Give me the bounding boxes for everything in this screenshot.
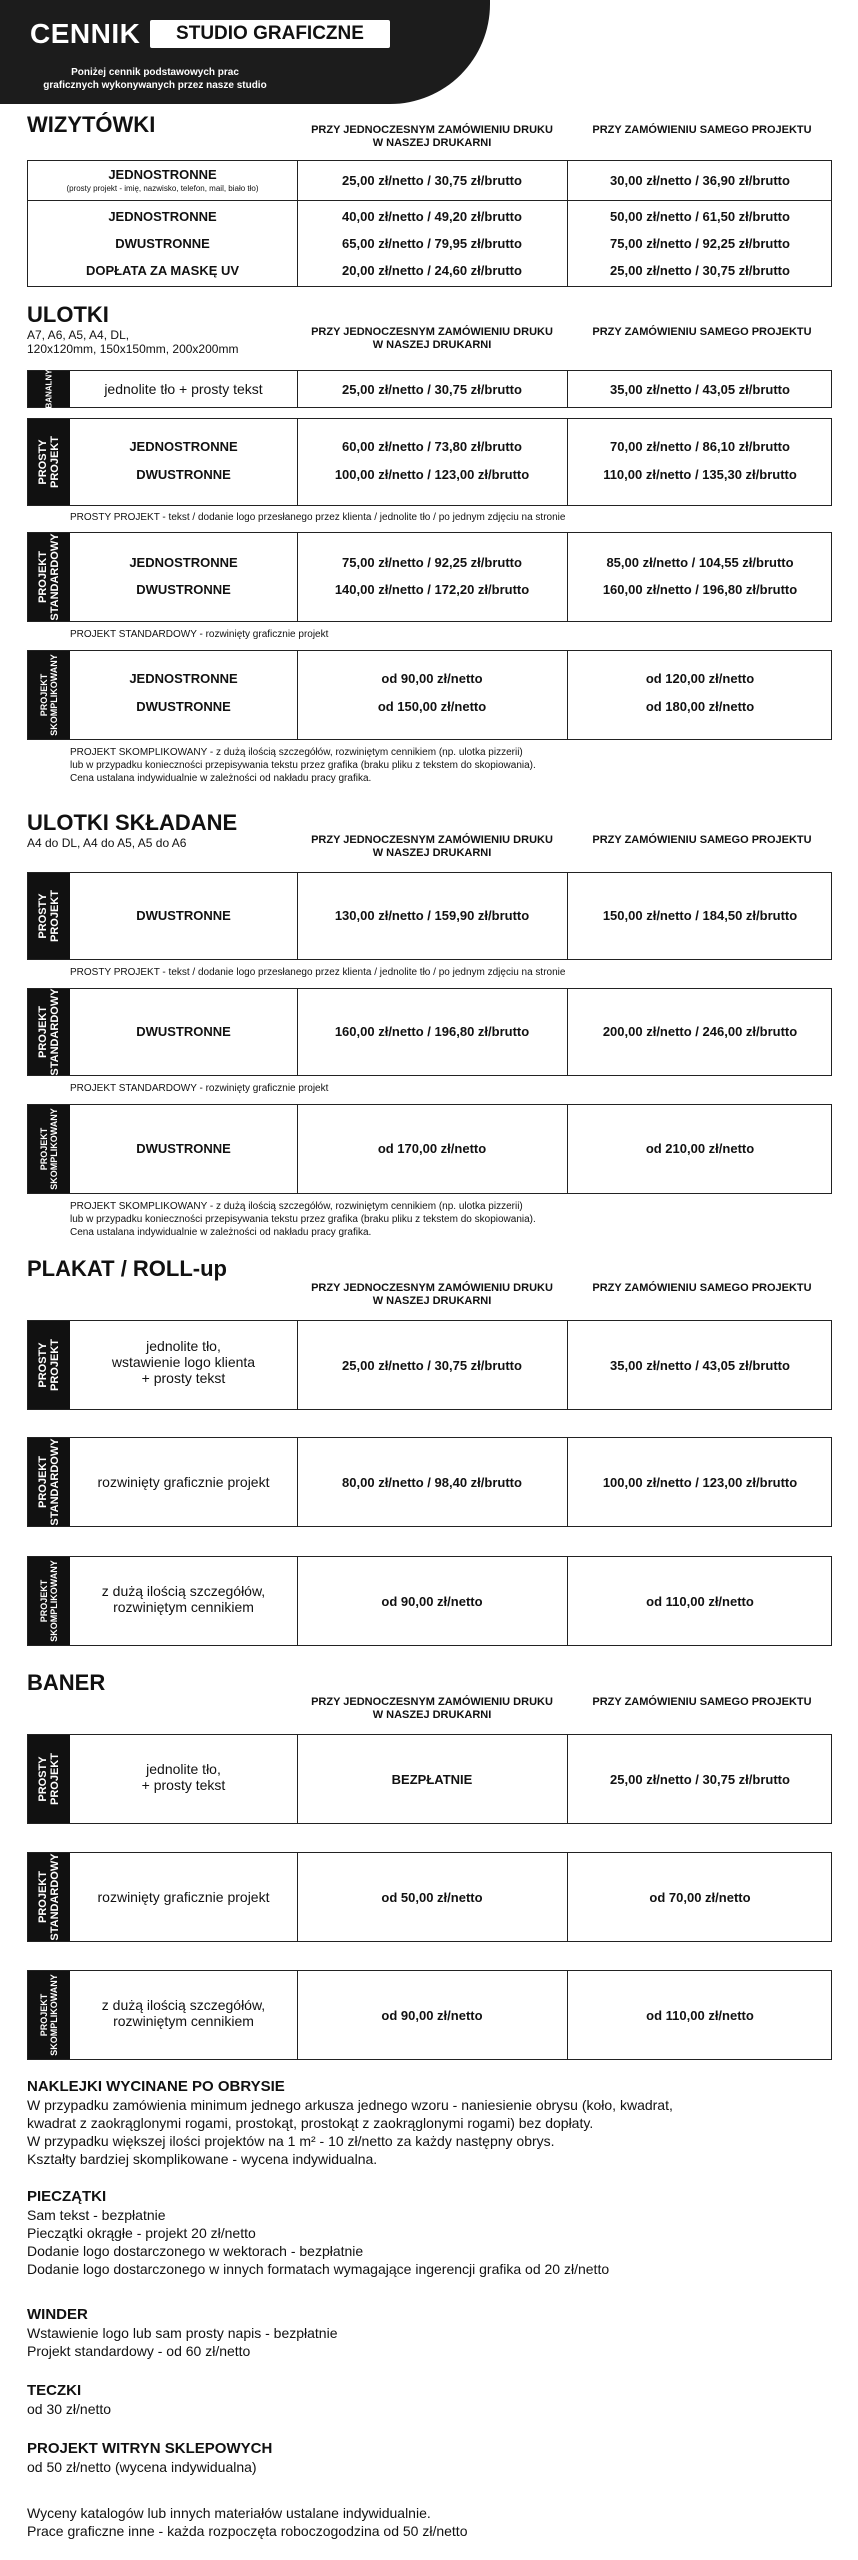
text-line: W przypadku zamówienia minimum jednego arkusza jednego wzoru - naniesienie obrysu (koło, kwadrat, xyxy=(27,2097,673,2113)
column-header-project: PRZY ZAMÓWIENIU SAMEGO PROJEKTU xyxy=(592,1696,812,1708)
tag-projekt-skomplikowany xyxy=(28,1105,70,1193)
price-print: 130,00 zł/netto / 159,90 zł/brutto xyxy=(334,908,530,923)
column-header-project: PRZY ZAMÓWIENIU SAMEGO PROJEKTU xyxy=(592,124,812,136)
column-header-print xyxy=(297,326,567,352)
price-row-ulotki-standard xyxy=(27,532,832,622)
price-print: 80,00 zł/netto / 98,40 zł/brutto xyxy=(342,1475,522,1490)
studio-badge: STUDIO GRAFICZNE xyxy=(150,20,390,48)
section-title-ulotki-skladane: ULOTKI SKŁADANE xyxy=(27,810,238,835)
label-line: rozwiniętym cennikiem xyxy=(113,1599,254,1615)
row-label: DWUSTRONNE xyxy=(136,467,231,482)
text-line: Pieczątki okrągłe - projekt 20 zł/netto xyxy=(27,2225,256,2241)
tag-projekt-skomplikowany xyxy=(28,1971,70,2059)
page-header xyxy=(0,0,490,104)
tag-projekt-standardowy xyxy=(28,533,70,621)
tag-text: PROSTY PROJEKT xyxy=(37,436,61,488)
text-line: Projekt standardowy - od 60 zł/netto xyxy=(27,2343,251,2359)
price-print: 25,00 zł/netto / 30,75 zł/brutto xyxy=(342,1358,522,1373)
price-block-wizytowki xyxy=(27,201,832,287)
note-line: Cena ustalana indywidualnie w zależności od nakładu pracy grafika. xyxy=(70,1227,372,1238)
colhead-line: W NASZEJ DRUKARNI xyxy=(372,1709,492,1721)
text-line: Wyceny katalogów lub innych materiałów ustalane indywidualnie. xyxy=(27,2505,431,2521)
section-heading: TECZKI xyxy=(27,2382,82,2399)
note-standard: PROJEKT STANDARDOWY - rozwinięty graficznie projekt xyxy=(70,1083,329,1094)
column-header-print xyxy=(297,124,567,150)
price-print: 75,00 zł/netto / 92,25 zł/brutto xyxy=(342,555,522,570)
tag-projekt-standardowy xyxy=(28,1853,70,1941)
price-project: 35,00 zł/netto / 43,05 zł/brutto xyxy=(610,382,790,397)
price-project: 200,00 zł/netto / 246,00 zł/brutto xyxy=(602,1024,798,1039)
note-line: PROJEKT SKOMPLIKOWANY - z dużą ilością szczegółów, rozwiniętym cennikiem (np. ulotka pizzerii) xyxy=(70,747,523,758)
tag-prosty-projekt xyxy=(28,419,70,505)
note-line: lub w przypadku konieczności przepisywania tekstu przez grafika (braku pliku z tekstem do skopiowania). xyxy=(70,760,536,771)
tag-text: PROJEKT STANDARDOWY xyxy=(37,1853,61,1941)
row-label: DWUSTRONNE xyxy=(115,236,210,251)
section-heading: PIECZĄTKI xyxy=(27,2188,107,2205)
row-label xyxy=(70,1338,297,1386)
header-description xyxy=(30,66,280,92)
column-header-project: PRZY ZAMÓWIENIU SAMEGO PROJEKTU xyxy=(592,834,812,846)
note-skompl xyxy=(70,746,536,785)
section-subtitle: A4 do DL, A4 do A5, A5 do A6 xyxy=(27,836,187,850)
row-label: DWUSTRONNE xyxy=(136,1024,231,1039)
price-row-skladane-standard xyxy=(27,988,832,1076)
row-label: jednolite tło + prosty tekst xyxy=(104,381,263,397)
price-project: od 210,00 zł/netto xyxy=(645,1141,755,1156)
text-line: W przypadku większej ilości projektów na 1 m² - 10 zł/netto za każdy następny obrys. xyxy=(27,2133,555,2149)
price-print: 100,00 zł/netto / 123,00 zł/brutto xyxy=(334,467,530,482)
price-print: od 90,00 zł/netto xyxy=(381,2008,483,2023)
price-project: od 70,00 zł/netto xyxy=(649,1890,751,1905)
row-label: JEDNOSTRONNE xyxy=(108,209,217,224)
section-title-plakat: PLAKAT / ROLL-up xyxy=(27,1256,227,1281)
section-witryny xyxy=(27,2440,827,2476)
colhead-line: W NASZEJ DRUKARNI xyxy=(372,137,492,149)
note-line: PROJEKT SKOMPLIKOWANY - z dużą ilością szczegółów, rozwiniętym cennikiem (np. ulotka pizzerii) xyxy=(70,1201,523,1212)
tag-text: PROJEKT STANDARDOWY xyxy=(37,533,61,621)
tag-text: PROSTY PROJEKT xyxy=(37,1339,61,1391)
tag-prosty-projekt xyxy=(28,873,70,959)
note-line: Cena ustalana indywidualnie w zależności od nakładu pracy grafika. xyxy=(70,773,372,784)
section-pieczatki xyxy=(27,2188,827,2278)
tag-text: BANALNY xyxy=(44,369,54,409)
section-winder xyxy=(27,2306,827,2360)
tag-projekt-standardowy xyxy=(28,1438,70,1526)
price-row-wizytowki-simple xyxy=(27,160,832,201)
price-row-plakat-prosty xyxy=(27,1320,832,1410)
row-label: DWUSTRONNE xyxy=(136,582,231,597)
row-label: JEDNOSTRONNE xyxy=(129,555,238,570)
header-desc-line: Poniżej cennik podstawowych prac xyxy=(71,67,239,78)
price-project: od 110,00 zł/netto xyxy=(646,2008,754,2023)
price-print: od 170,00 zł/netto xyxy=(377,1141,487,1156)
price-project: 160,00 zł/netto / 196,80 zł/brutto xyxy=(602,582,798,597)
price-row-baner-skompl xyxy=(27,1970,832,2060)
row-label: DWUSTRONNE xyxy=(136,699,231,714)
colhead-line: PRZY JEDNOCZESNYM ZAMÓWIENIU DRUKU xyxy=(311,124,553,136)
price-print: 25,00 zł/netto / 30,75 zł/brutto xyxy=(342,382,522,397)
price-project: 110,00 zł/netto / 135,30 zł/brutto xyxy=(603,467,797,482)
section-heading: PROJEKT WITRYN SKLEPOWYCH xyxy=(27,2440,273,2457)
note-skompl xyxy=(70,1200,536,1239)
section-heading: WINDER xyxy=(27,2306,88,2323)
subtitle-line: A7, A6, A5, A4, DL, xyxy=(27,328,130,342)
column-header-print xyxy=(297,1282,567,1308)
price-print: od 150,00 zł/netto xyxy=(377,699,487,714)
label-line: z dużą ilością szczegółów, xyxy=(101,1583,266,1599)
text-line: Kształty bardziej skomplikowane - wycena indywidualna. xyxy=(27,2151,378,2167)
header-desc-line: graficznych wykonywanych przez nasze studio xyxy=(43,80,267,91)
price-print: 60,00 zł/netto / 73,80 zł/brutto xyxy=(342,439,522,454)
note-line: lub w przypadku konieczności przepisywania tekstu przez grafika (braku pliku z tekstem do skopiowania). xyxy=(70,1214,536,1225)
price-project: od 110,00 zł/netto xyxy=(646,1594,754,1609)
tag-text: PROJEKT SKOMPLIKOWANY xyxy=(39,1974,59,2056)
price-print: od 50,00 zł/netto xyxy=(381,1890,483,1905)
price-print: BEZPŁATNIE xyxy=(391,1772,473,1787)
tag-projekt-skomplikowany xyxy=(28,1557,70,1645)
text-line: Dodanie logo dostarczonego w wektorach - bezpłatnie xyxy=(27,2243,364,2259)
text-line: kwadrat z zaokrąglonymi rogami, prostokąt, prostokąt z zaokrąglonymi rogami) bez dopłaty. xyxy=(27,2115,594,2131)
row-label: JEDNOSTRONNE xyxy=(129,671,238,686)
price-project: 25,00 zł/netto / 30,75 zł/brutto xyxy=(610,263,790,278)
price-row-skladane-skompl xyxy=(27,1104,832,1194)
column-header-print xyxy=(297,1696,567,1722)
row-label xyxy=(70,1997,297,2029)
row-sublabel: (prosty projekt - imię, nazwisko, telefon, mail, biało tło) xyxy=(66,184,259,193)
price-row-plakat-skompl xyxy=(27,1556,832,1646)
section-heading: NAKLEJKI WYCINANE PO OBRYSIE xyxy=(27,2078,285,2095)
price-project: od 180,00 zł/netto xyxy=(645,699,755,714)
section-title-wizytowki: WIZYTÓWKI xyxy=(27,112,156,137)
price-print: 40,00 zł/netto / 49,20 zł/brutto xyxy=(342,209,522,224)
section-subtitle xyxy=(27,328,238,356)
footer-notes xyxy=(27,2504,827,2540)
subtitle-line: 120x120mm, 150x150mm, 200x200mm xyxy=(27,342,239,356)
column-header-project: PRZY ZAMÓWIENIU SAMEGO PROJEKTU xyxy=(592,326,812,338)
row-label: rozwinięty graficznie projekt xyxy=(97,1889,270,1905)
colhead-line: PRZY JEDNOCZESNYM ZAMÓWIENIU DRUKU xyxy=(311,326,553,338)
price-project: 70,00 zł/netto / 86,10 zł/brutto xyxy=(610,439,790,454)
column-header-project: PRZY ZAMÓWIENIU SAMEGO PROJEKTU xyxy=(592,1282,812,1294)
text-line: Prace graficzne inne - każda rozpoczęta roboczogodzina od 50 zł/netto xyxy=(27,2523,468,2539)
page-title: CENNIK xyxy=(30,18,141,49)
colhead-line: PRZY JEDNOCZESNYM ZAMÓWIENIU DRUKU xyxy=(311,1696,553,1708)
row-label xyxy=(70,1583,297,1615)
label-line: + prosty tekst xyxy=(141,1777,226,1793)
note-prosty: PROSTY PROJEKT - tekst / dodanie logo przesłanego przez klienta / jednolite tło / po jednym zdjęciu na stronie xyxy=(70,967,566,978)
row-label xyxy=(70,1761,297,1793)
price-row-skladane-prosty xyxy=(27,872,832,960)
price-project: 50,00 zł/netto / 61,50 zł/brutto xyxy=(610,209,790,224)
label-line: jednolite tło, xyxy=(146,1761,221,1777)
price-row-ulotki-prosty xyxy=(27,418,832,506)
tag-text: PROJEKT SKOMPLIKOWANY xyxy=(39,1108,59,1190)
text-line: Wstawienie logo lub sam prosty napis - bezpłatnie xyxy=(27,2325,338,2341)
price-project: 85,00 zł/netto / 104,55 zł/brutto xyxy=(606,555,794,570)
price-project: 25,00 zł/netto / 30,75 zł/brutto xyxy=(610,1772,790,1787)
section-title-ulotki: ULOTKI xyxy=(27,302,109,327)
tag-text: PROJEKT SKOMPLIKOWANY xyxy=(39,1560,59,1642)
section-naklejki xyxy=(27,2078,827,2168)
label-line: rozwiniętym cennikiem xyxy=(113,2013,254,2029)
tag-text: PROJEKT STANDARDOWY xyxy=(37,1438,61,1526)
label-line: jednolite tło, xyxy=(146,1338,221,1354)
price-project: od 120,00 zł/netto xyxy=(645,671,755,686)
column-header-print xyxy=(297,834,567,860)
tag-text: PROJEKT SKOMPLIKOWANY xyxy=(39,654,59,736)
colhead-line: PRZY JEDNOCZESNYM ZAMÓWIENIU DRUKU xyxy=(311,834,553,846)
colhead-line: PRZY JEDNOCZESNYM ZAMÓWIENIU DRUKU xyxy=(311,1282,553,1294)
row-label: JEDNOSTRONNE xyxy=(108,167,217,182)
price-project: 30,00 zł/netto / 36,90 zł/brutto xyxy=(610,173,790,188)
section-title-baner: BANER xyxy=(27,1670,106,1695)
text-line: od 50 zł/netto (wycena indywidualna) xyxy=(27,2459,257,2475)
price-print: 140,00 zł/netto / 172,20 zł/brutto xyxy=(334,582,530,597)
price-project: 150,00 zł/netto / 184,50 zł/brutto xyxy=(602,908,798,923)
tag-banalny xyxy=(28,371,70,407)
label-line: z dużą ilością szczegółów, xyxy=(101,1997,266,2013)
text-line: Sam tekst - bezpłatnie xyxy=(27,2207,166,2223)
tag-projekt-standardowy xyxy=(28,989,70,1075)
note-prosty: PROSTY PROJEKT - tekst / dodanie logo przesłanego przez klienta / jednolite tło / po jednym zdjęciu na stronie xyxy=(70,512,566,523)
row-label: DOPŁATA ZA MASKĘ UV xyxy=(85,263,240,278)
price-project: 75,00 zł/netto / 92,25 zł/brutto xyxy=(610,236,790,251)
price-row-ulotki-banal xyxy=(27,370,832,408)
price-print: od 90,00 zł/netto xyxy=(381,1594,483,1609)
price-print: 160,00 zł/netto / 196,80 zł/brutto xyxy=(334,1024,530,1039)
price-row-baner-prosty xyxy=(27,1734,832,1824)
row-label: rozwinięty graficznie projekt xyxy=(97,1474,270,1490)
row-label: DWUSTRONNE xyxy=(136,1141,231,1156)
price-project: 35,00 zł/netto / 43,05 zł/brutto xyxy=(610,1358,790,1373)
price-print: 20,00 zł/netto / 24,60 zł/brutto xyxy=(342,263,522,278)
colhead-line: W NASZEJ DRUKARNI xyxy=(372,847,492,859)
price-print: od 90,00 zł/netto xyxy=(381,671,483,686)
tag-text: PROJEKT STANDARDOWY xyxy=(37,988,61,1076)
label-line: wstawienie logo klienta xyxy=(111,1354,256,1370)
tag-projekt-skomplikowany xyxy=(28,651,70,739)
price-project: 100,00 zł/netto / 123,00 zł/brutto xyxy=(602,1475,798,1490)
note-standard: PROJEKT STANDARDOWY - rozwinięty graficznie projekt xyxy=(70,629,329,640)
label-line: + prosty tekst xyxy=(141,1370,226,1386)
colhead-line: W NASZEJ DRUKARNI xyxy=(372,339,492,351)
price-print: 25,00 zł/netto / 30,75 zł/brutto xyxy=(342,173,522,188)
text-line: Dodanie logo dostarczonego w innych formatach wymagające ingerencji grafika od 20 zł/netto xyxy=(27,2261,610,2277)
price-row-baner-standard xyxy=(27,1852,832,1942)
row-label: JEDNOSTRONNE xyxy=(129,439,238,454)
tag-prosty-projekt xyxy=(28,1321,70,1409)
price-row-plakat-standard xyxy=(27,1437,832,1527)
row-label: DWUSTRONNE xyxy=(136,908,231,923)
tag-text: PROSTY PROJEKT xyxy=(37,1753,61,1805)
tag-text: PROSTY PROJEKT xyxy=(37,890,61,942)
price-print: 65,00 zł/netto / 79,95 zł/brutto xyxy=(342,236,522,251)
price-row-ulotki-skompl xyxy=(27,650,832,740)
section-teczki xyxy=(27,2382,827,2418)
text-line: od 30 zł/netto xyxy=(27,2401,112,2417)
colhead-line: W NASZEJ DRUKARNI xyxy=(372,1295,492,1307)
tag-prosty-projekt xyxy=(28,1735,70,1823)
